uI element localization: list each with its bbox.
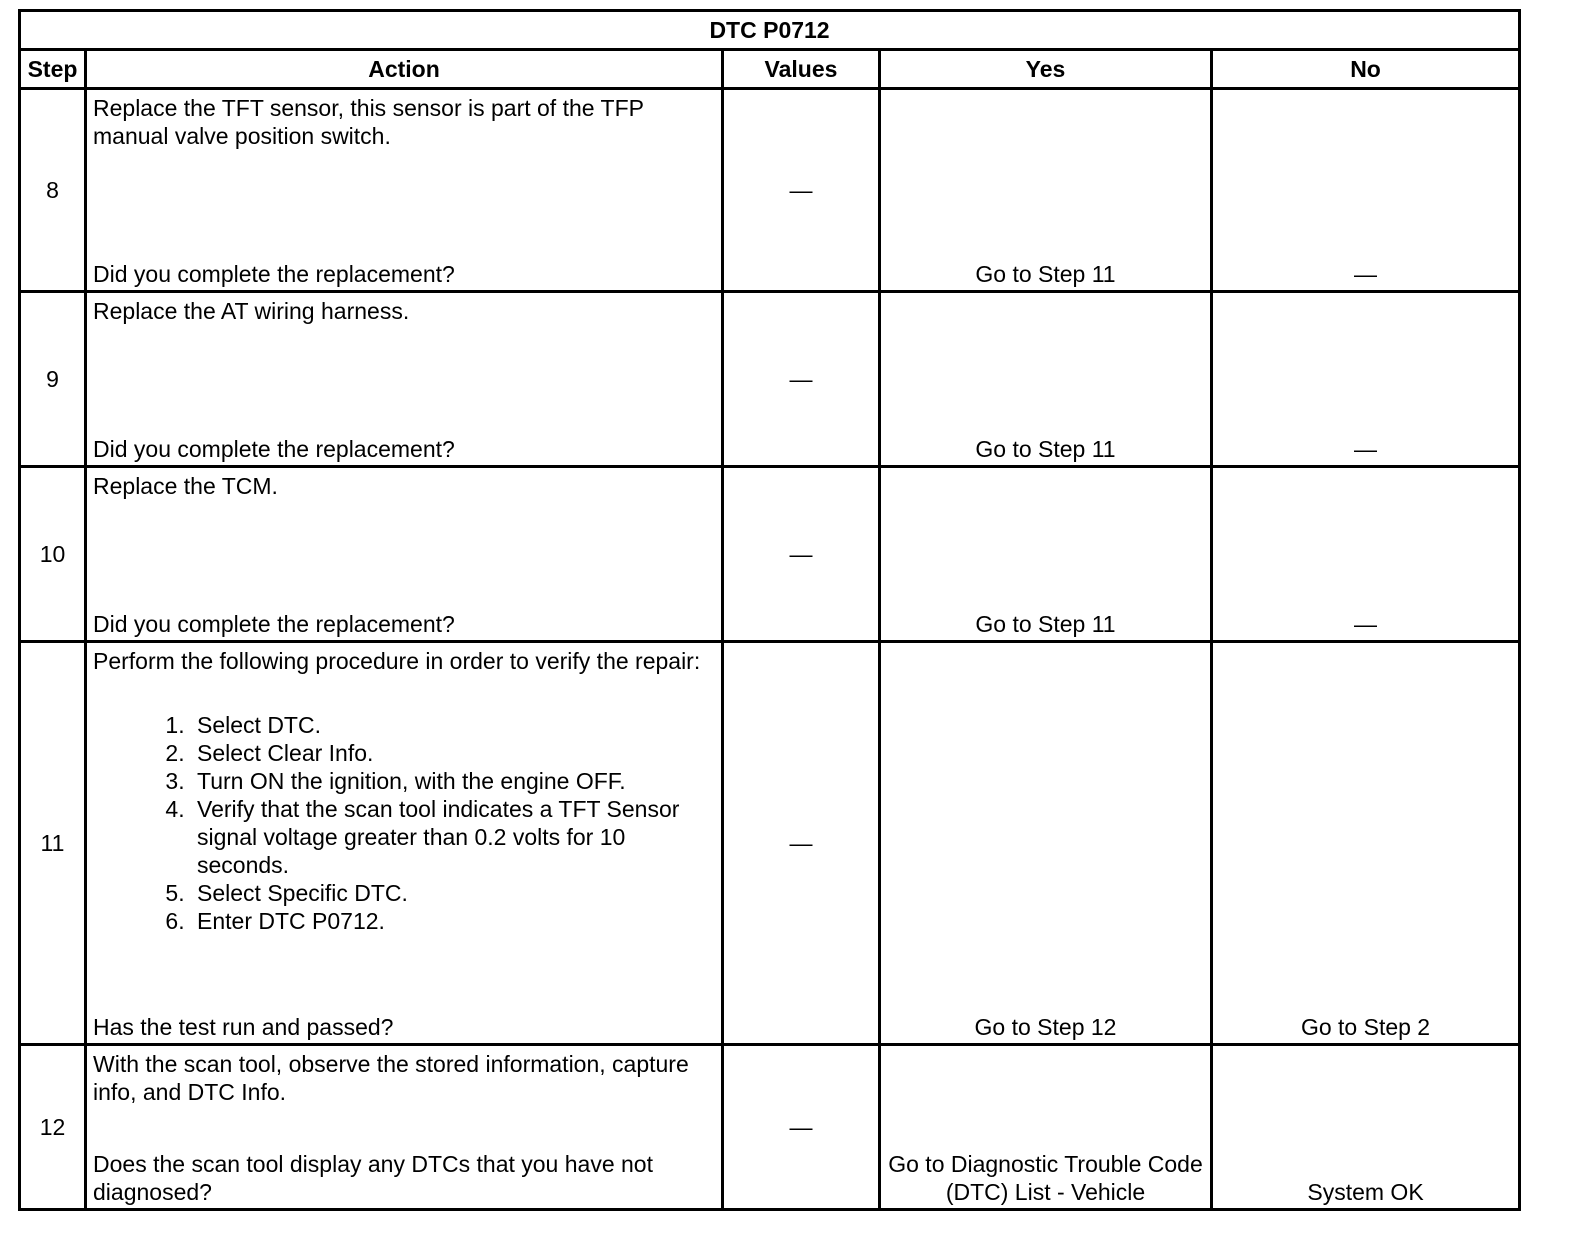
no-cell bbox=[1212, 467, 1520, 642]
procedure-step: 1. Select DTC. bbox=[191, 711, 715, 739]
action-question: Did you complete the replacement? bbox=[93, 611, 455, 637]
table-title: DTC P0712 bbox=[20, 11, 1520, 50]
step-number: 10 bbox=[20, 467, 86, 642]
yes-cell: Go to Step 11 bbox=[880, 467, 1212, 642]
table-row-step-10 bbox=[20, 467, 1520, 642]
header-step: Step bbox=[20, 50, 86, 89]
yes-cell: Go to Step 12 bbox=[880, 642, 1212, 1045]
action-question: Does the scan tool display any DTCs that you have not diagnosed? bbox=[93, 1151, 653, 1205]
header-action: Action bbox=[86, 50, 723, 89]
action-cell bbox=[86, 1045, 723, 1210]
action-text: Perform the following procedure in order to verify the repair: bbox=[93, 648, 701, 674]
header-values: Values bbox=[723, 50, 880, 89]
yes-cell: Go to Diagnostic Trouble Code (DTC) List - Vehicle bbox=[880, 1045, 1212, 1210]
procedure-step: 5. Select Specific DTC. bbox=[191, 879, 715, 907]
yes-cell: Go to Step 11 bbox=[880, 292, 1212, 467]
yes-cell: Go to Step 11 bbox=[880, 89, 1212, 292]
action-text: With the scan tool, observe the stored information, capture info, and DTC Info. bbox=[93, 1051, 689, 1105]
procedure-step: 6. Enter DTC P0712. bbox=[191, 907, 715, 935]
action-question: Did you complete the replacement? bbox=[93, 436, 455, 462]
no-value: — bbox=[1354, 436, 1378, 462]
no-cell bbox=[1212, 292, 1520, 467]
no-cell bbox=[1212, 89, 1520, 292]
header-no: No bbox=[1212, 50, 1520, 89]
dtc-table bbox=[18, 9, 1521, 1211]
procedure-step: 3. Turn ON the ignition, with the engine OFF. bbox=[191, 767, 715, 795]
action-cell bbox=[86, 292, 723, 467]
action-cell bbox=[86, 642, 723, 1045]
action-text: Replace the AT wiring harness. bbox=[93, 298, 410, 324]
table-row-step-9 bbox=[20, 292, 1520, 467]
procedure-list bbox=[93, 711, 715, 935]
header-yes: Yes bbox=[880, 50, 1212, 89]
step-number: 12 bbox=[20, 1045, 86, 1210]
no-cell: System OK bbox=[1212, 1045, 1520, 1210]
no-value: — bbox=[1354, 261, 1378, 287]
values-cell: — bbox=[723, 1045, 880, 1210]
action-text: Replace the TCM. bbox=[93, 473, 278, 499]
action-text: Replace the TFT sensor, this sensor is part of the TFP manual valve position switch. bbox=[93, 95, 644, 149]
no-cell: Go to Step 2 bbox=[1212, 642, 1520, 1045]
procedure-step: 4. Verify that the scan tool indicates a TFT Sensor signal voltage greater than 0.2 volts for 10 seconds. bbox=[191, 795, 715, 879]
values-cell: — bbox=[723, 292, 880, 467]
no-value: — bbox=[1354, 611, 1378, 637]
header-row bbox=[20, 50, 1520, 89]
step-number: 9 bbox=[20, 292, 86, 467]
table-row-step-12 bbox=[20, 1045, 1520, 1210]
values-cell: — bbox=[723, 89, 880, 292]
action-cell bbox=[86, 89, 723, 292]
action-cell bbox=[86, 467, 723, 642]
step-number: 11 bbox=[20, 642, 86, 1045]
values-cell: — bbox=[723, 642, 880, 1045]
procedure-step: 2. Select Clear Info. bbox=[191, 739, 715, 767]
step-number: 8 bbox=[20, 89, 86, 292]
table-row-step-11 bbox=[20, 642, 1520, 1045]
table-row-step-8 bbox=[20, 89, 1520, 292]
title-row bbox=[20, 11, 1520, 50]
action-question: Did you complete the replacement? bbox=[93, 261, 455, 287]
values-cell: — bbox=[723, 467, 880, 642]
action-question: Has the test run and passed? bbox=[93, 1014, 394, 1040]
